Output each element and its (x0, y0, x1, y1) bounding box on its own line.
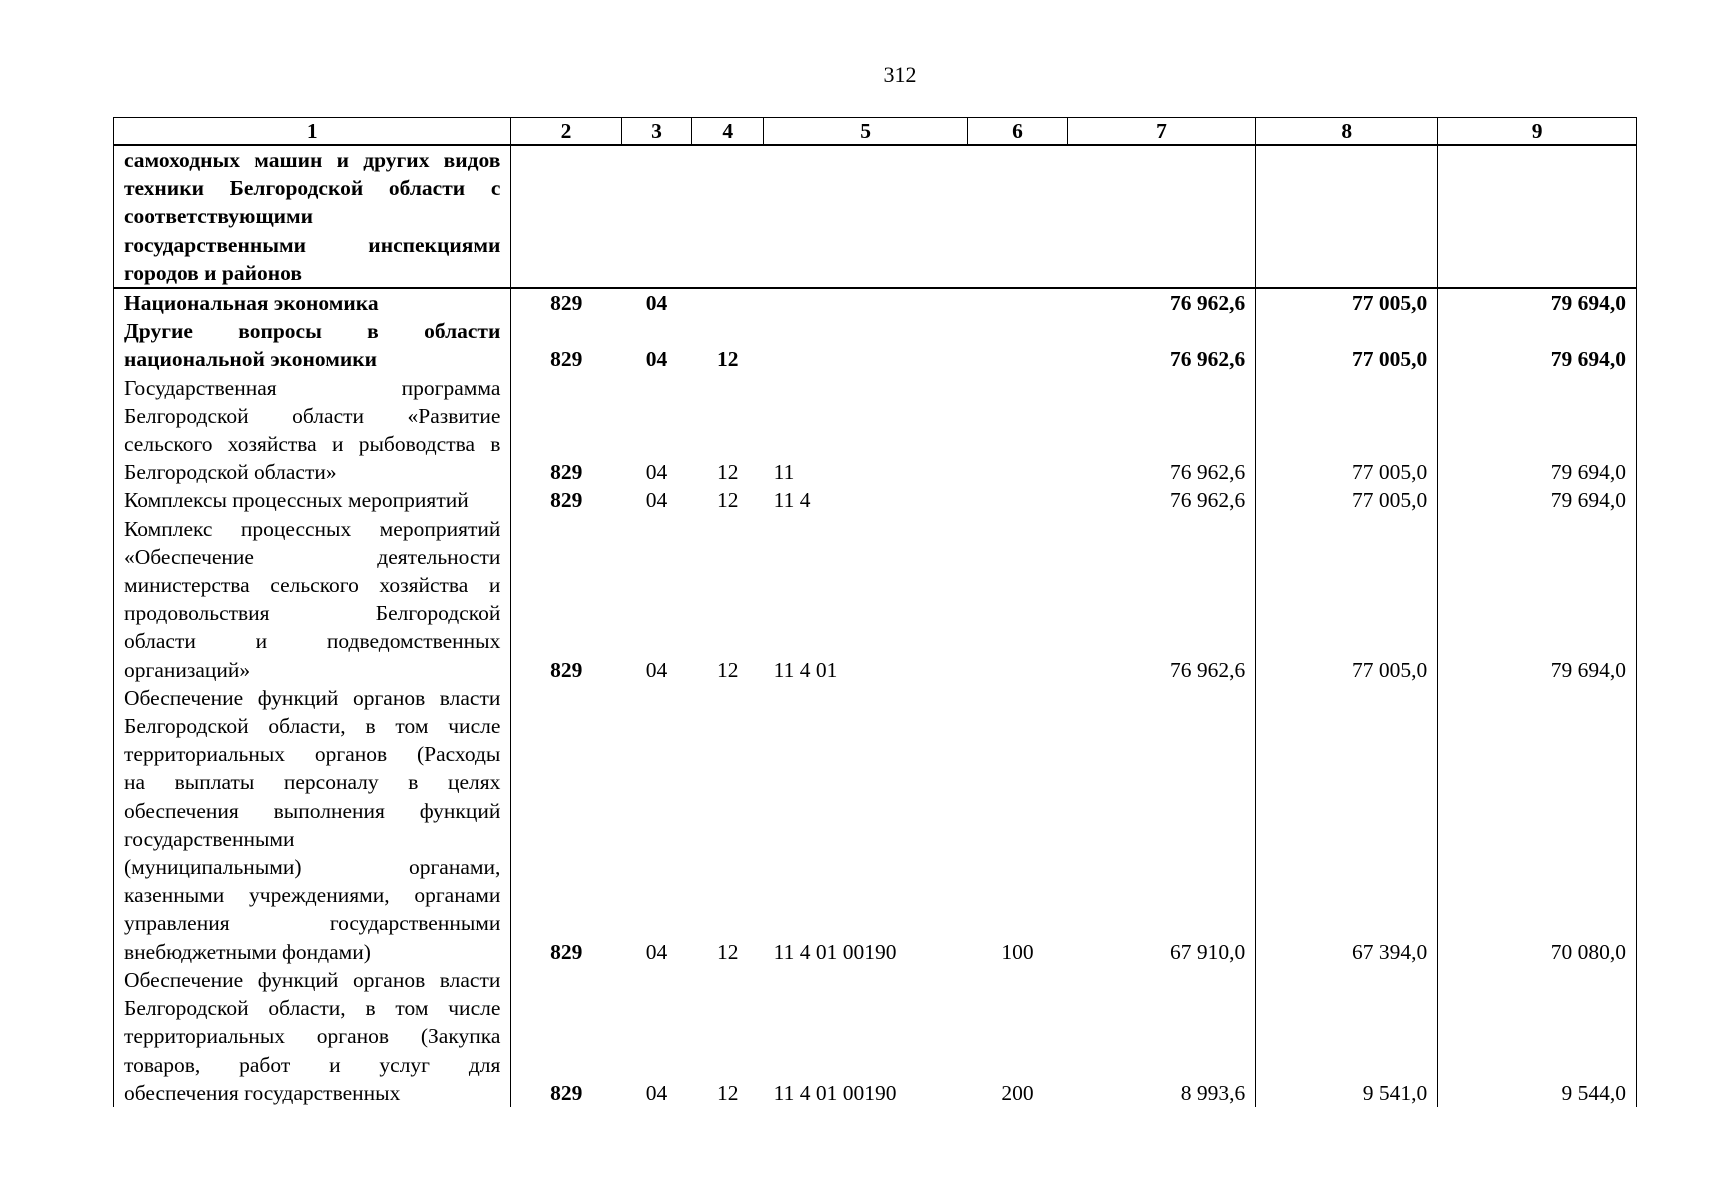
cell-c2: 829 (550, 657, 583, 682)
cell-c9: 79 694,0 (1438, 486, 1637, 514)
cell-c3: 04 (645, 460, 668, 485)
row-name-line: «Обеспечение деятельности (124, 544, 501, 569)
cell-c6: 100 (1001, 939, 1034, 964)
cell-c4: 12 (717, 460, 739, 485)
cell-c2: 829 (550, 1080, 583, 1105)
cell-c8 (1256, 145, 1438, 288)
table-row (114, 486, 1637, 514)
row-name-cell (114, 515, 511, 684)
row-name-line: Комплексы процессных мероприятий (124, 488, 469, 513)
row-name-line: товаров, работ и услуг для (124, 1052, 501, 1077)
row-name-line: территориальных органов (Закупка (124, 1024, 501, 1049)
cell-c7: 76 962,6 (1067, 486, 1255, 514)
cell-c6 (968, 374, 1068, 487)
cell-c3: 04 (645, 488, 668, 513)
cell-c5: 11 (773, 460, 795, 485)
cell-c4: 12 (717, 657, 739, 682)
row-name-line: (муниципальными) органами, (124, 855, 501, 880)
cell-c7: 76 962,6 (1067, 317, 1255, 373)
row-name-cell (114, 288, 511, 317)
cell-c2: 829 (550, 488, 583, 513)
row-name-line: Белгородской области» (124, 460, 337, 485)
cell-c4 (692, 288, 764, 317)
header-col-4: 4 (692, 118, 764, 146)
cell-c2: 829 (550, 939, 583, 964)
page-number: 312 (883, 62, 917, 87)
cell-c9: 9 544,0 (1438, 966, 1637, 1107)
cell-c6 (968, 145, 1068, 288)
table-body (114, 145, 1637, 1107)
cell-c4 (692, 145, 764, 288)
budget-table (113, 117, 1637, 1107)
row-name-line: государственными инспекциями (124, 232, 501, 257)
header-col-9: 9 (1438, 118, 1637, 146)
cell-c6 (968, 317, 1068, 373)
cell-c9: 79 694,0 (1438, 374, 1637, 487)
row-name-line: государственными (124, 826, 295, 851)
cell-c7: 76 962,6 (1067, 288, 1255, 317)
row-name-line: Белгородской области, в том числе (124, 714, 501, 739)
row-name-cell (114, 374, 511, 487)
row-name-line: управления государственными (124, 911, 501, 936)
cell-c5: 11 4 01 00190 (773, 1080, 897, 1105)
cell-c8: 9 541,0 (1256, 966, 1438, 1107)
table-row (114, 288, 1637, 317)
row-name-cell (114, 486, 511, 514)
table-row (114, 145, 1637, 288)
cell-c6 (968, 486, 1068, 514)
cell-c5 (764, 317, 968, 373)
table-row (114, 966, 1637, 1107)
cell-c9: 79 694,0 (1438, 288, 1637, 317)
row-name-line: Белгородской области «Развитие (124, 403, 501, 428)
header-col-1: 1 (114, 118, 511, 146)
row-name-line: области и подведомственных (124, 629, 501, 654)
header-col-5: 5 (764, 118, 968, 146)
cell-c5: 11 4 01 (773, 657, 838, 682)
cell-c3: 04 (645, 657, 668, 682)
row-name-line: самоходных машин и других видов (124, 148, 501, 172)
row-name-line: национальной экономики (124, 347, 378, 372)
cell-c2: 829 (550, 347, 583, 372)
cell-c7: 76 962,6 (1067, 374, 1255, 487)
cell-c4: 12 (717, 488, 739, 513)
cell-c8: 77 005,0 (1256, 317, 1438, 373)
header-col-8: 8 (1256, 118, 1438, 146)
row-name-line: соответствующими (124, 204, 314, 229)
table-row (114, 684, 1637, 966)
cell-c4: 12 (717, 1080, 739, 1105)
cell-c8: 67 394,0 (1256, 684, 1438, 966)
cell-c2: 829 (511, 288, 621, 317)
header-col-3: 3 (621, 118, 692, 146)
cell-c2 (511, 145, 621, 288)
row-name-cell (114, 966, 511, 1107)
cell-c9: 79 694,0 (1438, 515, 1637, 684)
cell-c9: 79 694,0 (1438, 317, 1637, 373)
row-name-line: Государственная программа (124, 375, 501, 400)
cell-c8: 77 005,0 (1256, 288, 1438, 317)
cell-c6 (968, 515, 1068, 684)
row-name-line: Обеспечение функций органов власти (124, 685, 501, 710)
cell-c5 (764, 145, 968, 288)
row-name-cell (114, 684, 511, 966)
table-row (114, 317, 1637, 373)
row-name-line: территориальных органов (Расходы (124, 742, 501, 767)
cell-c7: 76 962,6 (1067, 515, 1255, 684)
cell-c9: 70 080,0 (1438, 684, 1637, 966)
cell-c5: 11 4 (773, 488, 811, 513)
header-col-2: 2 (511, 118, 621, 146)
row-name-cell (114, 317, 511, 373)
row-name-line: Обеспечение функций органов власти (124, 967, 501, 992)
header-col-6: 6 (968, 118, 1068, 146)
table-row (114, 374, 1637, 487)
cell-c4: 12 (717, 939, 739, 964)
cell-c8: 77 005,0 (1256, 515, 1438, 684)
header-row (114, 118, 1637, 146)
table-row (114, 515, 1637, 684)
cell-c7: 67 910,0 (1067, 684, 1255, 966)
cell-c3: 04 (645, 939, 668, 964)
cell-c9 (1438, 145, 1637, 288)
cell-c3: 04 (645, 347, 668, 372)
row-name-line: казенными учреждениями, органами (124, 883, 501, 908)
cell-c3 (621, 145, 692, 288)
cell-c2: 829 (550, 460, 583, 485)
row-name-line: организаций» (124, 657, 251, 682)
row-name-line: на выплаты персоналу в целях (124, 770, 501, 795)
row-name-line: городов и районов (124, 260, 302, 285)
cell-c5: 11 4 01 00190 (773, 939, 897, 964)
row-name-line: Национальная экономика (124, 291, 379, 316)
cell-c3: 04 (645, 1080, 668, 1105)
cell-c8: 77 005,0 (1256, 486, 1438, 514)
cell-c6 (968, 288, 1068, 317)
cell-c6: 200 (1001, 1080, 1034, 1105)
row-name-line: Белгородской области, в том числе (124, 996, 501, 1021)
cell-c4: 12 (717, 347, 739, 372)
row-name-line: обеспечения выполнения функций (124, 798, 501, 823)
row-name-line: министерства сельского хозяйства и (124, 573, 501, 598)
row-name-line: продовольствия Белгородской (124, 601, 501, 626)
row-name-line: Комплекс процессных мероприятий (124, 516, 501, 541)
row-name-line: обеспечения государственных (124, 1080, 401, 1105)
cell-c8: 77 005,0 (1256, 374, 1438, 487)
row-name-line: Другие вопросы в области (124, 319, 501, 344)
row-name-cell (114, 145, 511, 288)
cell-c7 (1067, 145, 1255, 288)
row-name-line: техники Белгородской области с (124, 176, 501, 201)
cell-c3: 04 (621, 288, 692, 317)
header-col-7: 7 (1067, 118, 1255, 146)
row-name-line: сельского хозяйства и рыбоводства в (124, 432, 501, 457)
row-name-line: внебюджетными фондами) (124, 939, 371, 964)
cell-c5 (764, 288, 968, 317)
cell-c7: 8 993,6 (1067, 966, 1255, 1107)
